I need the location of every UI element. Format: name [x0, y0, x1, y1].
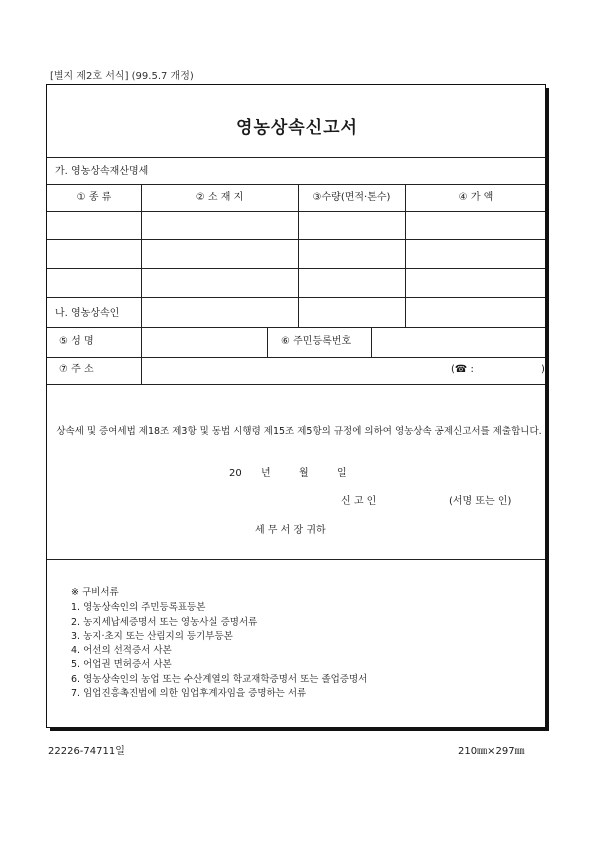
signature-label: (서명 또는 인) — [449, 496, 512, 507]
section-b-label: 나. 영농상속인 — [55, 308, 120, 319]
col-divider-3 — [405, 184, 406, 327]
heir-col-divider-2 — [267, 327, 268, 357]
col-divider-1 — [141, 184, 142, 327]
form-number: 22226-74711일 — [48, 746, 125, 757]
document-item-2: 2. 농지세납세증명서 또는 영농사실 증명서류 — [71, 617, 258, 628]
date-century: 20 — [229, 468, 242, 479]
column-location: ② 소 재 지 — [195, 192, 244, 203]
date-month: 월 — [299, 468, 309, 479]
section-a-label: 가. 영농상속재산명세 — [55, 166, 149, 177]
date-day: 일 — [337, 468, 347, 479]
document-item-3: 3. 농지·초지 또는 산림지의 등기부등본 — [71, 631, 233, 642]
divider-section-a — [47, 184, 546, 185]
divider-documents — [47, 559, 546, 560]
column-value: ④ 가 액 — [458, 192, 494, 203]
paper-size: 210㎜×297㎜ — [458, 746, 525, 757]
document-item-7: 7. 임업진흥촉진법에 의한 임업후계자임을 증명하는 서류 — [71, 688, 307, 699]
document-item-1: 1. 영농상속인의 주민등록표등본 — [71, 602, 206, 613]
divider-row-2 — [47, 268, 546, 269]
heir-col-divider-3 — [371, 327, 372, 357]
name-label: ⑤ 성 명 — [59, 336, 94, 347]
frame-shadow-right — [546, 88, 549, 731]
document-item-5: 5. 어업권 면허증서 사본 — [71, 659, 172, 670]
heir-col-divider-1 — [141, 327, 142, 384]
date-year: 년 — [261, 468, 271, 479]
document-item-4: 4. 어선의 선적증서 사본 — [71, 645, 172, 656]
form-reference-note: [별지 제2호 서식] (99.5.7 개정) — [50, 71, 194, 82]
form-title: 영농상속신고서 — [236, 118, 358, 138]
divider-columns — [47, 211, 546, 212]
column-quantity: ③수량(면적·톤수) — [312, 192, 391, 203]
column-kind: ① 종 류 — [76, 192, 112, 203]
col-divider-2 — [298, 184, 299, 327]
form-frame — [46, 84, 546, 728]
frame-shadow-bottom — [50, 728, 549, 731]
divider-section-b — [47, 327, 546, 328]
declaration-text: 상속세 및 증여세법 제18조 제3항 및 동법 시행령 제15조 제5항의 규정에 의하여 영농상속 공제신고서를 제출합니다. — [56, 426, 542, 437]
documents-heading: ※ 구비서류 — [71, 587, 119, 598]
divider-title — [47, 157, 546, 158]
divider-address-row — [47, 384, 546, 385]
divider-row-3 — [47, 297, 546, 298]
declarant-label: 신 고 인 — [341, 496, 377, 507]
document-item-6: 6. 영농상속인의 농업 또는 수산계열의 학교재학증명서 또는 졸업증명서 — [71, 674, 368, 685]
resident-id-label: ⑥ 주민등록번호 — [281, 336, 352, 347]
address-label: ⑦ 주 소 — [59, 364, 94, 375]
phone-label: (☎ : — [451, 364, 474, 375]
divider-name-row — [47, 357, 546, 358]
divider-row-1 — [47, 239, 546, 240]
phone-close: ) — [541, 364, 545, 375]
recipient: 세 무 서 장 귀하 — [255, 525, 326, 536]
